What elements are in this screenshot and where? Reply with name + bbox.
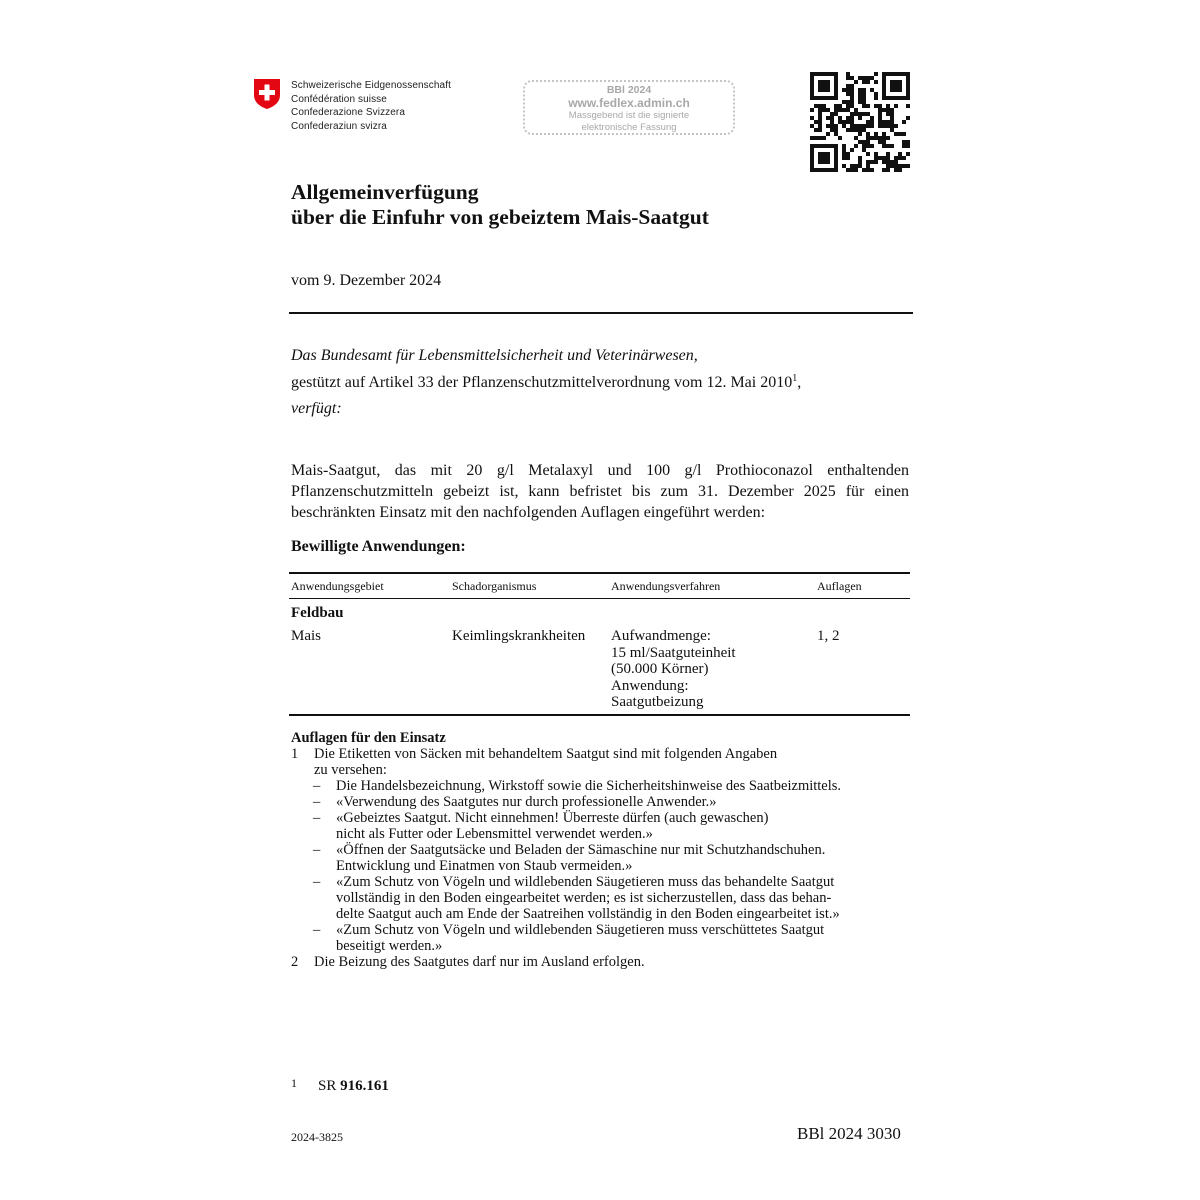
condition-bullet: [291, 778, 911, 794]
footnote-prefix: SR: [318, 1078, 337, 1094]
bullet-dash: –: [313, 794, 321, 810]
issuing-authority: Das Bundesamt für Lebensmittelsicherheit und Veterinärwesen,: [291, 347, 698, 364]
legal-basis-text: gestützt auf Artikel 33 der Pflanzenschutzmittelverordnung vom 12. Mai 2010: [291, 373, 793, 391]
bullet-dash: –: [313, 810, 321, 826]
title-line-1: Allgemeinverfügung: [291, 180, 479, 204]
table-top-rule: [289, 572, 910, 574]
legal-basis-end: ,: [797, 373, 802, 391]
gazette-reference: BBl 2024 3030: [797, 1124, 901, 1143]
table-bottom-rule: [289, 714, 910, 716]
procedure-line: (50.000 Körner): [611, 661, 709, 677]
authority-line-de: Schweizerische Eidgenossenschaft: [291, 80, 451, 91]
bullet-dash: –: [313, 874, 321, 890]
stamp-line-3: Massgebend ist die signierte: [568, 110, 690, 121]
table-header-organism: Schadorganismus: [452, 579, 537, 593]
authority-line-rm: Confederaziun svizra: [291, 120, 387, 132]
bullet-text: [336, 922, 824, 954]
decrees-label: verfügt:: [291, 400, 342, 417]
bullet-line: «Öffnen der Saatgutsäcke und Beladen der Sämaschine nur mit Schutzhandschuhen.: [336, 842, 826, 858]
table-header-procedure: Anwendungsverfahren: [611, 579, 721, 593]
bullet-line: Die Handelsbezeichnung, Wirkstoff sowie die Sicherheitshinweise des Saatbeizmittels.: [336, 778, 842, 794]
document-number: 2024-3825: [291, 1130, 343, 1144]
condition-item: [291, 954, 911, 970]
section-heading: Bewilligte Anwendungen:: [291, 538, 466, 555]
bullet-line: delte Saatgut auch am Ende der Saatreihen vollständig in den Boden eingearbeitet ist.»: [336, 906, 840, 922]
table-header-conditions: Auflagen: [817, 579, 862, 593]
condition-bullet: [291, 794, 911, 810]
bullet-text: [336, 810, 768, 842]
table-group-label: Feldbau: [291, 605, 344, 621]
title-line-2: über die Einfuhr von gebeiztem Mais-Saatgut: [291, 205, 709, 229]
table-header-area: Anwendungsgebiet: [291, 579, 384, 593]
procedure-line: 15 ml/Saatguteinheit: [611, 644, 736, 661]
condition-item: [291, 746, 911, 762]
table-cell-area: Mais: [291, 628, 321, 644]
condition-bullet: [291, 874, 911, 922]
condition-number: 2: [291, 954, 299, 970]
footnote-ref: 1: [792, 372, 798, 384]
footnote: [291, 1078, 389, 1095]
fedlex-stamp: [523, 80, 735, 135]
bullet-dash: –: [313, 778, 321, 794]
document-title: [291, 180, 709, 230]
bullet-text: [336, 842, 825, 874]
conditions-list: [291, 746, 911, 970]
swiss-coat-of-arms-icon: [253, 78, 281, 110]
stamp-line-1: BBl 2024: [606, 84, 652, 96]
procedure-line: Saatgutbeizung: [611, 694, 704, 710]
bullet-line: vollständig in den Boden eingearbeitet werden; es ist sicherzustellen, dass das behan-: [336, 890, 832, 906]
bullet-dash: –: [313, 922, 321, 938]
title-divider: [289, 312, 913, 314]
table-header-rule: [289, 598, 910, 599]
table-cell-procedure: [611, 628, 736, 711]
procedure-line: Aufwandmenge:: [611, 628, 711, 644]
stamp-line-4: elektronische Fassung: [581, 121, 677, 133]
bullet-line: nicht als Futter oder Lebensmittel verwendet werden.»: [336, 826, 653, 842]
bullet-line: Entwicklung und Einatmen von Staub vermeiden.»: [336, 858, 633, 874]
bullet-text: [336, 794, 717, 810]
bullet-text: [336, 874, 840, 922]
condition-text: Die Beizung des Saatgutes darf nur im Ausland erfolgen.: [314, 954, 645, 970]
preamble: [291, 343, 801, 423]
table-cell-organism: Keimlingskrankheiten: [452, 628, 586, 644]
qr-code-icon: [810, 72, 910, 172]
stamp-line-2: www.fedlex.admin.ch: [568, 96, 690, 110]
condition-bullet: [291, 922, 911, 954]
condition-text-continued: zu versehen:: [314, 762, 387, 778]
conditions-heading: Auflagen für den Einsatz: [291, 730, 446, 746]
condition-text: Die Etiketten von Säcken mit behandeltem Saatgut sind mit folgenden Angaben: [314, 746, 778, 762]
footnote-number: 1: [291, 1076, 297, 1090]
bullet-line: «Verwendung des Saatgutes nur durch professionelle Anwender.»: [336, 794, 717, 810]
authority-line-fr: Confédération suisse: [291, 93, 387, 105]
body-paragraph: Mais-Saatgut, das mit 20 g/l Metalaxyl und 100 g/l Prothioconazol enthaltenden Pflanzenschutzmitteln gebeizt ist, kann befristet bis zum 31. Dezember 2025 für einen beschränkten Einsatz mit den nachfolgenden Auflagen eingeführt werden:: [291, 462, 909, 521]
bullet-dash: –: [313, 842, 321, 858]
bullet-line: beseitigt werden.»: [336, 938, 443, 954]
bullet-line: «Zum Schutz von Vögeln und wildlebenden Säugetieren muss verschüttetes Saatgut: [336, 922, 825, 938]
bullet-line: «Gebeiztes Saatgut. Nicht einnehmen! Überreste dürfen (auch gewaschen): [336, 810, 769, 826]
footnote-ref-number: 916.161: [340, 1078, 389, 1094]
bullet-line: «Zum Schutz von Vögeln und wildlebenden Säugetieren muss das behandelte Saatgut: [336, 874, 835, 890]
condition-bullet: [291, 810, 911, 842]
condition-number: 1: [291, 746, 299, 762]
authority-line-it: Confederazione Svizzera: [291, 107, 406, 118]
document-date: vom 9. Dezember 2024: [291, 272, 442, 289]
procedure-line: Anwendung:: [611, 677, 689, 694]
federal-authority-names: [291, 79, 451, 133]
condition-bullet: [291, 842, 911, 874]
legal-basis: [291, 370, 801, 397]
bullet-text: [336, 778, 841, 794]
table-cell-conditions: 1, 2: [817, 628, 840, 644]
